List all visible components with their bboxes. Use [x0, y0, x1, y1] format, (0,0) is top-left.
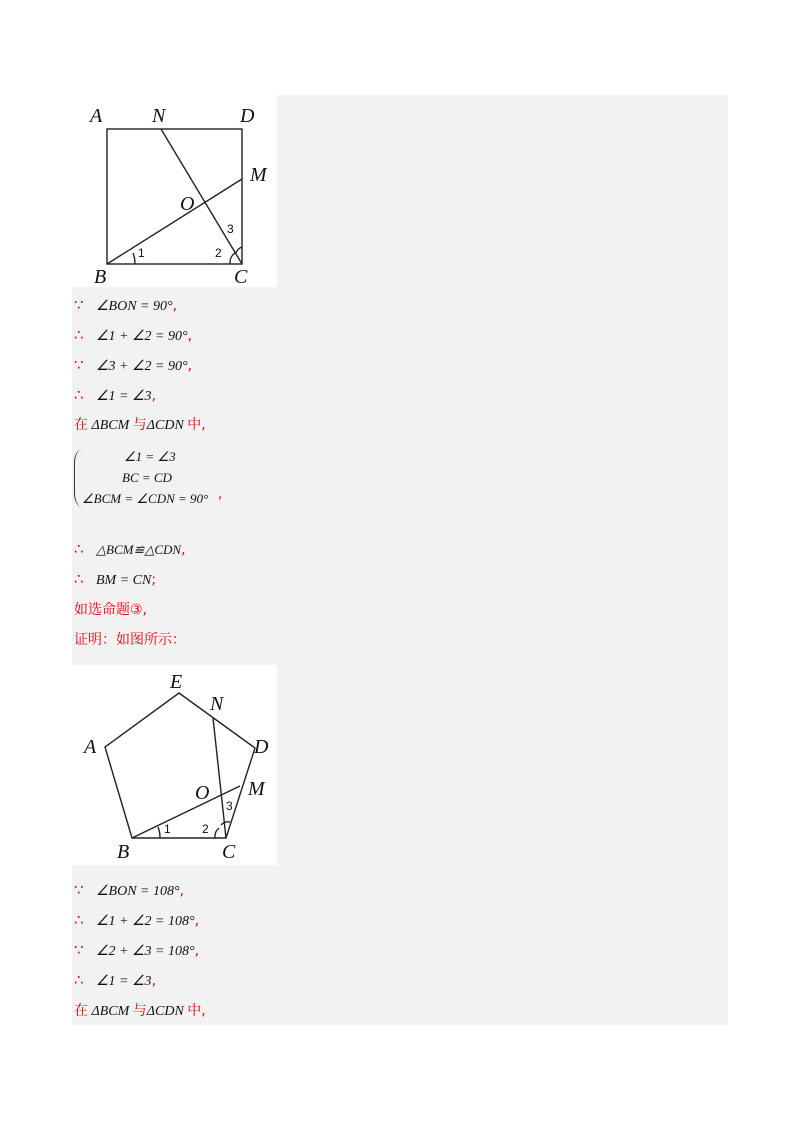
angle-1-arc — [133, 253, 135, 264]
because-symbol: ∵ — [74, 356, 84, 374]
label-B: B — [117, 841, 130, 863]
proof1-line-8: 如选命题③, — [74, 602, 148, 618]
segment-BM — [107, 179, 242, 264]
proof2-line-2: ∴ ∠1 + ∠2 = 108°, — [74, 908, 199, 932]
because-symbol: ∵ — [74, 296, 84, 314]
label-N: N — [152, 105, 166, 127]
label-E: E — [170, 671, 183, 693]
label-M: M — [248, 778, 265, 800]
proof1-line-3: ∵ ∠3 + ∠2 = 90°, — [74, 353, 192, 377]
segment-CN — [213, 718, 226, 838]
system-row-2: BC = CD — [122, 470, 172, 485]
angle-label-2: 2 — [202, 822, 209, 836]
proof1-line-5: 在 ΔBCM 与ΔCDN 中, — [74, 417, 206, 433]
system-row-3: ∠BCM = ∠CDN = 90° — [82, 491, 209, 506]
label-O: O — [195, 782, 210, 804]
because-symbol: ∵ — [74, 941, 84, 959]
label-C: C — [222, 841, 236, 863]
therefore-symbol: ∴ — [74, 326, 84, 344]
label-C: C — [234, 266, 248, 287]
square-figure — [72, 95, 277, 287]
therefore-symbol: ∴ — [74, 540, 84, 558]
proof1-line-2: ∴ ∠1 + ∠2 = 90°, — [74, 323, 192, 347]
system-row-1: ∠1 = ∠3 — [124, 449, 176, 464]
proof1-line-4: ∴ ∠1 = ∠3, — [74, 383, 156, 407]
proof2-line-1: ∵ ∠BON = 108°, — [74, 878, 184, 902]
angle-2-arc — [215, 828, 219, 838]
label-O: O — [180, 193, 195, 215]
therefore-symbol: ∴ — [74, 971, 84, 989]
proof1-line-7: ∴ BM = CN; — [74, 567, 156, 591]
therefore-symbol: ∴ — [74, 570, 84, 588]
proof1-line-1: ∵ ∠BON = 90°, — [74, 293, 177, 317]
label-B: B — [94, 266, 107, 287]
proof2-line-5: 在 ΔBCM 与ΔCDN 中, — [74, 1003, 206, 1019]
square-shape — [107, 129, 242, 264]
equation-system: ∠1 = ∠3 BC = CD ∠BCM = ∠CDN = 90° , — [74, 447, 234, 509]
document-page — [72, 95, 728, 1025]
proof1-line-9: 证明：如图所示： — [74, 632, 186, 648]
pentagon-figure — [72, 665, 277, 865]
angle-1-arc — [158, 827, 160, 838]
angle-label-1: 1 — [164, 822, 171, 836]
therefore-symbol: ∴ — [74, 386, 84, 404]
therefore-symbol: ∴ — [74, 911, 84, 929]
angle-3-arc — [236, 247, 242, 253]
label-N: N — [210, 693, 224, 715]
proof2-line-4: ∴ ∠1 = ∠3, — [74, 968, 156, 992]
angle-3-arc — [221, 822, 230, 825]
label-A: A — [84, 736, 97, 758]
angle-label-3: 3 — [227, 222, 234, 236]
angle-label-2: 2 — [215, 246, 222, 260]
angle-label-1: 1 — [138, 246, 145, 260]
pentagon-shape — [105, 693, 255, 838]
label-A: A — [90, 105, 103, 127]
label-M: M — [250, 164, 267, 186]
proof2-line-3: ∵ ∠2 + ∠3 = 108°, — [74, 938, 199, 962]
angle-2-arc — [230, 253, 235, 264]
segment-CN — [161, 129, 242, 264]
proof1-line-6: ∴ △BCM≌△CDN, — [74, 537, 186, 561]
angle-label-3: 3 — [226, 799, 233, 813]
label-D: D — [240, 105, 255, 127]
label-D: D — [254, 736, 269, 758]
because-symbol: ∵ — [74, 881, 84, 899]
